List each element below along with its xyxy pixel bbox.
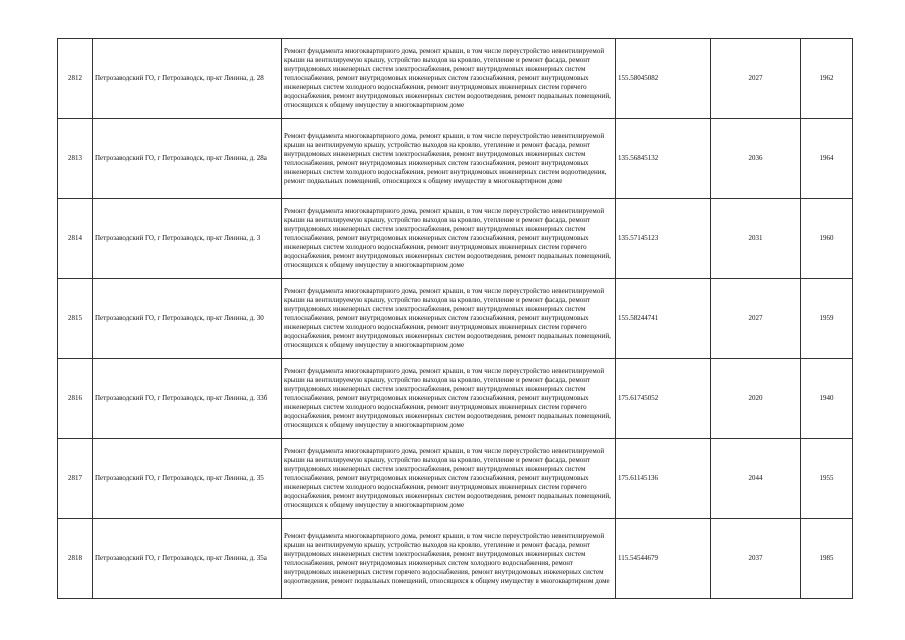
table-row: [58, 39, 853, 119]
address-cell: Петрозаводский ГО, г Петрозаводск, пр-кт Ленина, д. 28а: [93, 119, 282, 199]
built-year-cell: 1959: [801, 279, 853, 359]
row-number: 2814: [58, 199, 93, 279]
table-row: [58, 119, 853, 199]
works-cell: Ремонт фундамента многоквартирного дома, ремонт крыши, в том числе переустройство невентилируемой крыши на вентилируемую крышу, устройство выходов на кровлю, утепление и ремонт фасада, ремонт внутридомовых инженерных систем электроснабжения, ремонт внутридомовых инженерных систем теплоснабжения, ремонт внутридомовых инженерных систем холодного водоснабжения, ремонт внутридомовых инженерных систем горячего водоснабжения, ремонт внутридомовых инженерных систем водоотведения, ремонт подвальных помещений, относящихся к общему имуществу в многоквартирном доме: [282, 519, 616, 599]
row-number: 2817: [58, 439, 93, 519]
cost-cell: 175.61145136: [616, 439, 711, 519]
registry-table: [57, 38, 853, 599]
table-row: [58, 519, 853, 599]
cost-cell: 115.54544679: [616, 519, 711, 599]
cost-cell: 155.58045082: [616, 39, 711, 119]
table-row: [58, 439, 853, 519]
address-cell: Петрозаводский ГО, г Петрозаводск, пр-кт Ленина, д. 35а: [93, 519, 282, 599]
built-year-cell: 1960: [801, 199, 853, 279]
works-cell: Ремонт фундамента многоквартирного дома, ремонт крыши, в том числе переустройство невентилируемой крыши на вентилируемую крышу, устройство выходов на кровлю, утепление и ремонт фасада, ремонт внутридомовых инженерных систем электроснабжения, ремонт внутридомовых инженерных систем теплоснабжения, ремонт внутридомовых инженерных систем газоснабжения, ремонт внутридомовых инженерных систем холодного водоснабжения, ремонт внутридомовых инженерных систем горячего водоснабжения, ремонт внутридомовых инженерных систем водоотведения, ремонт подвальных помещений, относящихся к общему имуществу в многоквартирном доме: [282, 199, 616, 279]
row-number: 2815: [58, 279, 93, 359]
built-year-cell: 1940: [801, 359, 853, 439]
cost-cell: 175.61745052: [616, 359, 711, 439]
row-number: 2816: [58, 359, 93, 439]
built-year-cell: 1964: [801, 119, 853, 199]
works-cell: Ремонт фундамента многоквартирного дома, ремонт крыши, в том числе переустройство невентилируемой крыши на вентилируемую крышу, устройство выходов на кровлю, утепление и ремонт фасада, ремонт внутридомовых инженерных систем электроснабжения, ремонт внутридомовых инженерных систем теплоснабжения, ремонт внутридомовых инженерных систем газоснабжения, ремонт внутридомовых инженерных систем холодного водоснабжения, ремонт внутридомовых инженерных систем горячего водоснабжения, ремонт внутридомовых инженерных систем водоотведения, ремонт подвальных помещений, относящихся к общему имуществу в многоквартирном доме: [282, 279, 616, 359]
address-cell: Петрозаводский ГО, г Петрозаводск, пр-кт Ленина, д. 3: [93, 199, 282, 279]
cost-cell: 135.57145123: [616, 199, 711, 279]
row-number: 2818: [58, 519, 93, 599]
address-cell: Петрозаводский ГО, г Петрозаводск, пр-кт Ленина, д. 30: [93, 279, 282, 359]
built-year-cell: 1955: [801, 439, 853, 519]
row-number: 2813: [58, 119, 93, 199]
works-cell: Ремонт фундамента многоквартирного дома, ремонт крыши, в том числе переустройство невентилируемой крыши на вентилируемую крышу, устройство выходов на кровлю, утепление и ремонт фасада, ремонт внутридомовых инженерных систем электроснабжения, ремонт внутридомовых инженерных систем теплоснабжения, ремонт внутридомовых инженерных систем газоснабжения, ремонт внутридомовых инженерных систем холодного водоснабжения, ремонт внутридомовых инженерных систем горячего водоснабжения, ремонт внутридомовых инженерных систем водоотведения, ремонт подвальных помещений, относящихся к общему имуществу в многоквартирном доме: [282, 39, 616, 119]
table-row: [58, 279, 853, 359]
table-row: [58, 199, 853, 279]
cost-cell: 135.56845132: [616, 119, 711, 199]
works-cell: Ремонт фундамента многоквартирного дома, ремонт крыши, в том числе переустройство невентилируемой крыши на вентилируемую крышу, устройство выходов на кровлю, утепление и ремонт фасада, ремонт внутридомовых инженерных систем электроснабжения, ремонт внутридомовых инженерных систем теплоснабжения, ремонт внутридомовых инженерных систем газоснабжения, ремонт внутридомовых инженерных систем холодного водоснабжения, ремонт внутридомовых инженерных систем горячего водоснабжения, ремонт внутридомовых инженерных систем водоотведения, ремонт подвальных помещений, относящихся к общему имуществу в многоквартирном доме: [282, 439, 616, 519]
plan-year-cell: 2037: [711, 519, 801, 599]
plan-year-cell: 2044: [711, 439, 801, 519]
row-number: 2812: [58, 39, 93, 119]
address-cell: Петрозаводский ГО, г Петрозаводск, пр-кт Ленина, д. 35: [93, 439, 282, 519]
works-cell: Ремонт фундамента многоквартирного дома, ремонт крыши, в том числе переустройство невентилируемой крыши на вентилируемую крышу, устройство выходов на кровлю, утепление и ремонт фасада, ремонт внутридомовых инженерных систем электроснабжения, ремонт внутридомовых инженерных систем теплоснабжения, ремонт внутридомовых инженерных систем газоснабжения, ремонт внутридомовых инженерных систем холодного водоснабжения, ремонт внутридомовых инженерных систем горячего водоснабжения, ремонт внутридомовых инженерных систем водоотведения, ремонт подвальных помещений, относящихся к общему имуществу в многоквартирном доме: [282, 359, 616, 439]
plan-year-cell: 2036: [711, 119, 801, 199]
plan-year-cell: 2027: [711, 39, 801, 119]
table-row: [58, 359, 853, 439]
works-cell: Ремонт фундамента многоквартирного дома, ремонт крыши, в том числе переустройство невентилируемой крыши на вентилируемую крышу, устройство выходов на кровлю, утепление и ремонт фасада, ремонт внутридомовых инженерных систем электроснабжения, ремонт внутридомовых инженерных систем теплоснабжения, ремонт внутридомовых инженерных систем газоснабжения, ремонт внутридомовых инженерных систем холодного водоснабжения, ремонт внутридомовых инженерных систем водоотведения, ремонт подвальных помещений, относящихся к общему имуществу в многоквартирном доме: [282, 119, 616, 199]
plan-year-cell: 2027: [711, 279, 801, 359]
plan-year-cell: 2031: [711, 199, 801, 279]
address-cell: Петрозаводский ГО, г Петрозаводск, пр-кт Ленина, д. 33б: [93, 359, 282, 439]
built-year-cell: 1962: [801, 39, 853, 119]
built-year-cell: 1985: [801, 519, 853, 599]
address-cell: Петрозаводский ГО, г Петрозаводск, пр-кт Ленина, д. 28: [93, 39, 282, 119]
plan-year-cell: 2020: [711, 359, 801, 439]
cost-cell: 155.58244741: [616, 279, 711, 359]
